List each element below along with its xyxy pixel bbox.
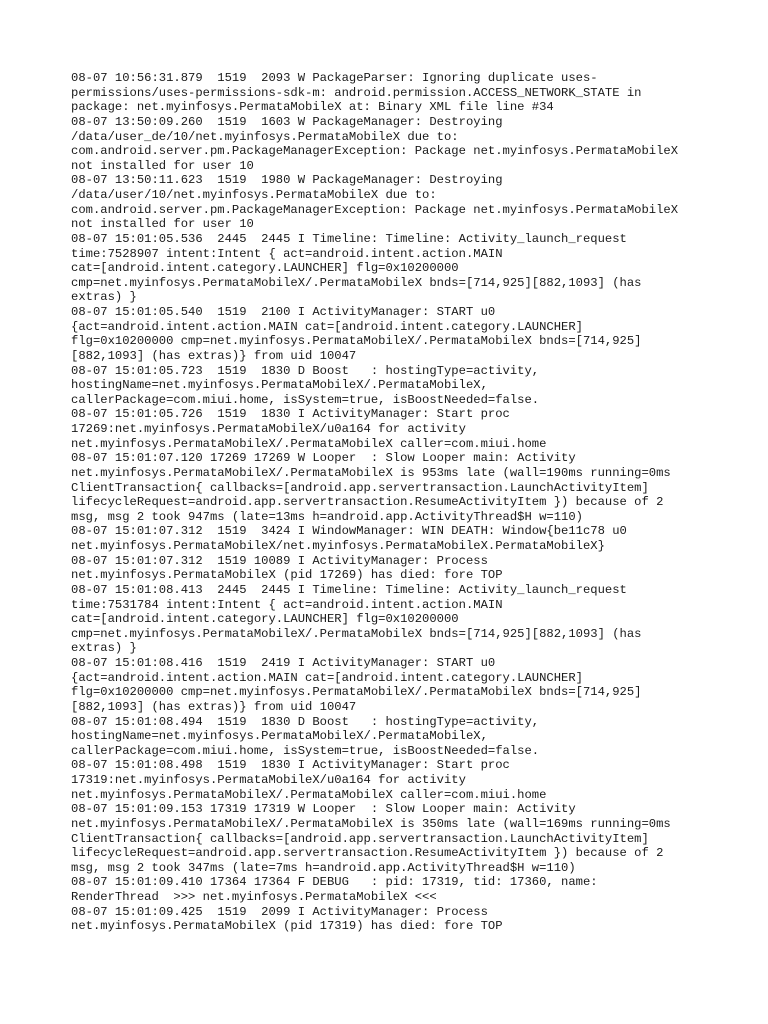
log-text-block [71,71,761,934]
log-line: RenderThread >>> net.myinfosys.PermataMobileX <<< [71,890,437,904]
log-line: 08-07 15:01:08.413 2445 2445 I Timeline: Timeline: Activity_launch_request [71,582,627,597]
log-line: 08-07 15:01:07.312 1519 3424 I WindowManager: WIN DEATH: Window{be11c78 u0 [71,524,627,539]
log-line: net.myinfosys.PermataMobileX/.PermataMobileX is 953ms late (wall=190ms running=0ms [71,465,671,480]
log-line: 08-07 15:01:08.416 1519 2419 I ActivityManager: START u0 [71,656,496,670]
log-line: hostingName=net.myinfosys.PermataMobileX/.PermataMobileX, [71,729,488,744]
log-line: 08-07 15:01:07.312 1519 10089 I ActivityManager: Process [71,553,488,568]
log-line: {act=android.intent.action.MAIN cat=[android.intent.category.LAUNCHER] [71,670,583,685]
log-line: 08-07 15:01:05.726 1519 1830 I ActivityManager: Start proc [71,407,510,422]
log-line: 08-07 15:01:05.723 1519 1830 D Boost : hostingType=activity, [71,363,540,378]
log-line: net.myinfosys.PermataMobileX (pid 17319) has died: fore TOP [71,919,503,934]
log-line: 08-07 13:50:09.260 1519 1603 W PackageManager: Destroying [71,114,503,129]
log-line: com.android.server.pm.PackageManagerException: Package net.myinfosys.PermataMobileX [71,202,679,217]
log-line: cmp=net.myinfosys.PermataMobileX/.PermataMobileX bnds=[714,925][882,1093] (has [71,626,642,641]
log-line: net.myinfosys.PermataMobileX (pid 17269) has died: fore TOP [71,568,503,583]
log-line: 08-07 15:01:09.153 17319 17319 W Looper : Slow Looper main: Activity [71,802,576,817]
log-line: ClientTransaction{ callbacks=[android.app.servertransaction.LaunchActivityItem] [71,480,649,495]
log-line: extras) } [71,641,137,656]
log-line: 08-07 15:01:07.120 17269 17269 W Looper : Slow Looper main: Activity [71,451,576,466]
log-line: /data/user_de/10/net.myinfosys.PermataMobileX due to: [71,129,459,144]
log-line: msg, msg 2 took 347ms (late=7ms h=android.app.ActivityThread$H w=110) [71,860,576,875]
log-line: flg=0x10200000 cmp=net.myinfosys.PermataMobileX/.PermataMobileX bnds=[714,925] [71,334,642,349]
log-line: 17319:net.myinfosys.PermataMobileX/u0a164 for activity [71,773,466,787]
log-line: net.myinfosys.PermataMobileX/.PermataMobileX is 350ms late (wall=169ms running=0ms [71,816,671,831]
log-line: 08-07 13:50:11.623 1519 1980 W PackageManager: Destroying [71,173,503,188]
log-line: hostingName=net.myinfosys.PermataMobileX/.PermataMobileX, [71,378,488,393]
log-line: lifecycleRequest=android.app.servertransaction.ResumeActivityItem }) because of 2 [71,495,664,510]
log-line: ClientTransaction{ callbacks=[android.app.servertransaction.LaunchActivityItem] [71,831,649,846]
log-line: time:7531784 intent:Intent { act=android.intent.action.MAIN [71,597,503,612]
log-line: 08-07 15:01:08.498 1519 1830 I ActivityManager: Start proc [71,758,510,773]
log-line: [882,1093] (has extras)} from uid 10047 [71,699,357,714]
log-line: net.myinfosys.PermataMobileX/net.myinfosys.PermataMobileX.PermataMobileX} [71,539,605,553]
log-line: 08-07 15:01:08.494 1519 1830 D Boost : hostingType=activity, [71,714,540,729]
log-line: 08-07 15:01:05.536 2445 2445 I Timeline: Timeline: Activity_launch_request [71,231,627,246]
log-line: lifecycleRequest=android.app.servertransaction.ResumeActivityItem }) because of 2 [71,846,664,861]
log-line: cmp=net.myinfosys.PermataMobileX/.PermataMobileX bnds=[714,925][882,1093] (has [71,275,642,290]
log-line: net.myinfosys.PermataMobileX/.PermataMobileX caller=com.miui.home [71,787,547,802]
log-line: callerPackage=com.miui.home, isSystem=true, isBoostNeeded=false. [71,743,540,758]
log-line: /data/user/10/net.myinfosys.PermataMobileX due to: [71,188,437,202]
log-line: not installed for user 10 [71,217,254,232]
log-line: flg=0x10200000 cmp=net.myinfosys.PermataMobileX/.PermataMobileX bnds=[714,925] [71,685,642,700]
log-line: callerPackage=com.miui.home, isSystem=true, isBoostNeeded=false. [71,392,540,407]
log-line: extras) } [71,290,137,305]
log-line: 08-07 10:56:31.879 1519 2093 W PackageParser: Ignoring duplicate uses- [71,71,598,85]
log-line: not installed for user 10 [71,158,254,173]
log-line: {act=android.intent.action.MAIN cat=[android.intent.category.LAUNCHER] [71,319,583,334]
log-line: cat=[android.intent.category.LAUNCHER] flg=0x10200000 [71,261,459,276]
log-line: cat=[android.intent.category.LAUNCHER] flg=0x10200000 [71,612,459,627]
log-line: net.myinfosys.PermataMobileX/.PermataMobileX caller=com.miui.home [71,436,547,451]
log-line: 08-07 15:01:05.540 1519 2100 I ActivityManager: START u0 [71,305,496,319]
log-line: com.android.server.pm.PackageManagerException: Package net.myinfosys.PermataMobileX [71,144,679,159]
log-line: 17269:net.myinfosys.PermataMobileX/u0a164 for activity [71,422,466,436]
log-line: 08-07 15:01:09.410 17364 17364 F DEBUG : pid: 17319, tid: 17360, name: [71,875,598,890]
log-line: time:7528907 intent:Intent { act=android.intent.action.MAIN [71,246,503,261]
log-line: package: net.myinfosys.PermataMobileX at: Binary XML file line #34 [71,100,554,115]
log-line: [882,1093] (has extras)} from uid 10047 [71,348,357,363]
log-line: permissions/uses-permissions-sdk-m: android.permission.ACCESS_NETWORK_STATE in [71,85,642,100]
log-line: 08-07 15:01:09.425 1519 2099 I ActivityManager: Process [71,904,488,919]
log-line: msg, msg 2 took 947ms (late=13ms h=android.app.ActivityThread$H w=110) [71,509,583,524]
